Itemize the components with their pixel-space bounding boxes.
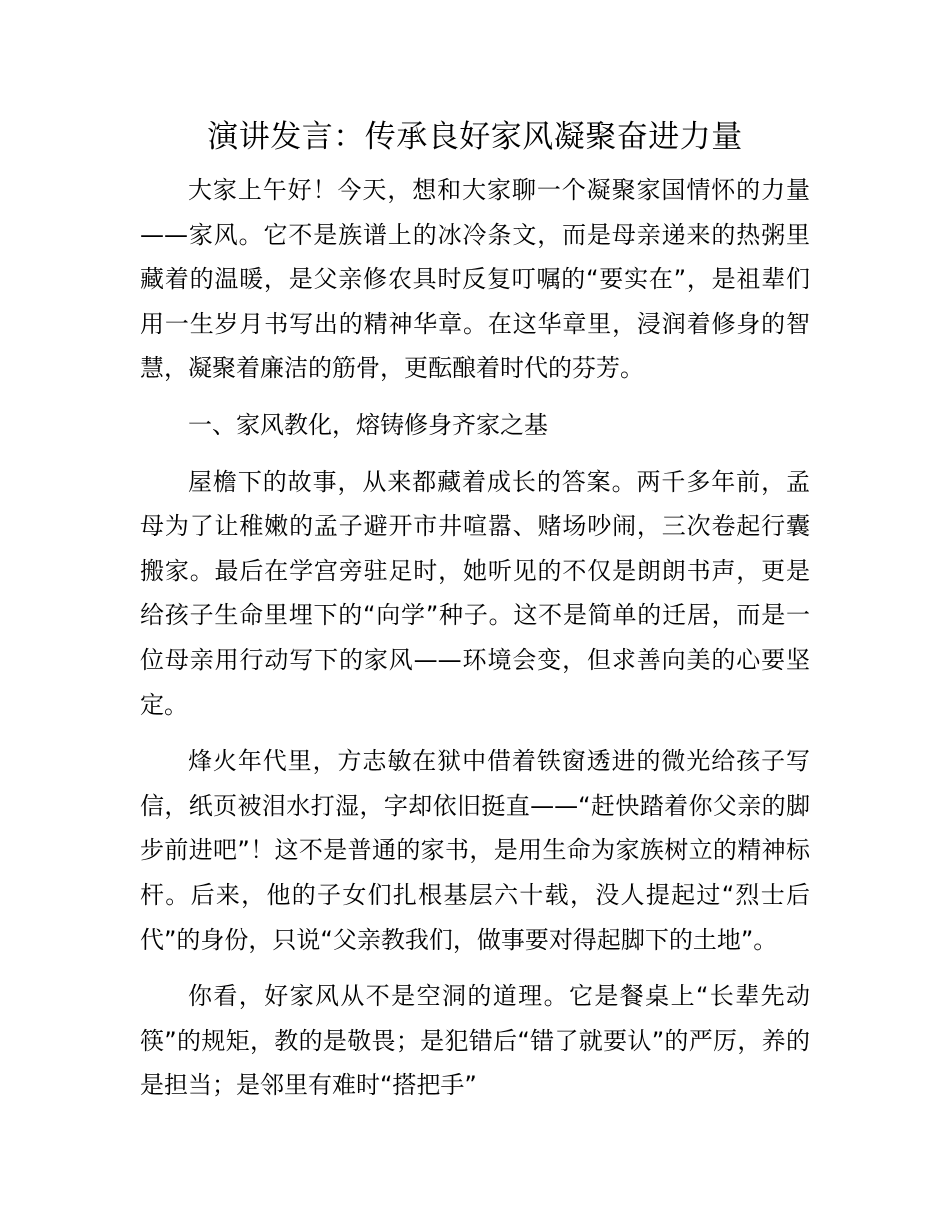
section-heading: 一、家风教化，熔铸修身齐家之基 (188, 410, 548, 439)
document-title: 演讲发言：传承良好家风凝聚奋进力量 (207, 119, 743, 155)
family-values-paragraph: 你看，好家风从不是空洞的道理。它是餐桌上“长辈先动筷”的规矩，教的是敬畏；是犯错后“错了就要认”的严厉，养的是担当；是邻里有难时“搭把手” (140, 982, 810, 1100)
mencius-mother-paragraph: 屋檐下的故事，从来都藏着成长的答案。两千多年前，孟母为了让稚嫩的孟子避开市井喧嚣、赌场吵闹，三次卷起行囊搬家。最后在学宫旁驻足时，她听见的不仅是朗朗书声，更是给孩子生命里埋下的“向学”种子。这不是简单的迁居，而是一位母亲用行动写下的家风——环境会变，但求善向美的心要坚定。 (140, 467, 810, 719)
document-body (140, 168, 810, 1120)
intro-paragraph: 大家上午好！今天，想和大家聊一个凝聚家国情怀的力量——家风。它不是族谱上的冰冷条文，而是母亲递来的热粥里藏着的温暖，是父亲修农具时反复叮嘱的“要实在”，是祖辈们用一生岁月书写出的精神华章。在这华章里，浸润着修身的智慧，凝聚着廉洁的筋骨，更酝酿着时代的芬芳。 (140, 176, 810, 383)
fang-zhimin-paragraph: 烽火年代里，方志敏在狱中借着铁窗透进的微光给孩子写信，纸页被泪水打湿，字却依旧挺直——“赶快踏着你父亲的脚步前进吧”！这不是普通的家书，是用生命为家族树立的精神标杆。后来，他的子女们扎根基层六十载，没人提起过“烈士后代”的身份，只说“父亲教我们，做事要对得起脚下的土地”。 (140, 747, 810, 954)
